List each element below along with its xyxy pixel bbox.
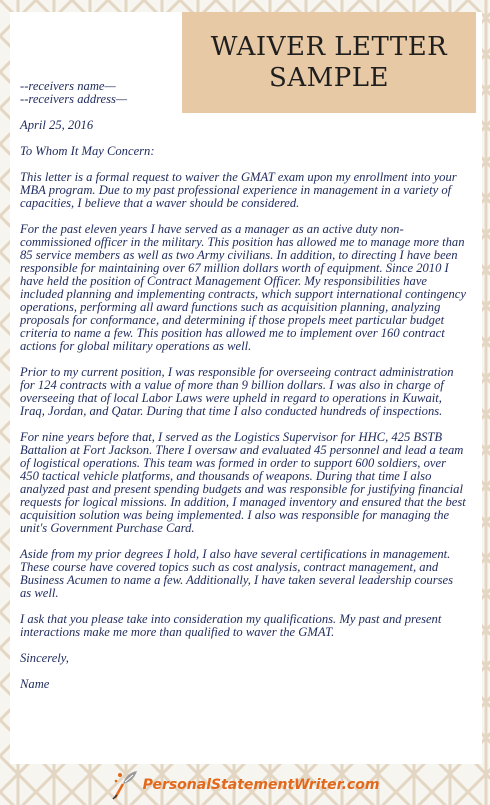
letter-body — [20, 80, 466, 704]
paragraph-prior-position: Prior to my current position, I was responsible for overseeing contract administration for 124 contracts with a value of more than 9 billion dollars. I was also in charge of overseeing that of local Labor Laws were upheld in regard to operations in Kuwait, Iraq, Jordan, and Qatar. During that time I also conducted hundreds of inspections. — [20, 365, 454, 418]
paragraph-intro: This letter is a formal request to waiver the GMAT exam upon my enrollment into your MBA program. Due to my past professional experience in management in a variety of capacities, I believe that a waver should be considered. — [20, 170, 457, 210]
receiver-address: --receivers address— — [20, 92, 128, 106]
site-logo[interactable] — [0, 764, 490, 805]
salutation: To Whom It May Concern: — [20, 144, 155, 158]
quill-pen-icon — [111, 770, 139, 800]
receiver-name: --receivers name— — [20, 79, 116, 93]
paragraph-logistics: For nine years before that, I served as the Logistics Supervisor for HHC, 425 BSTB Battalion at Fort Jackson. There I oversaw and evaluated 45 personnel and lead a team of logistical operations. This team was formed in order to support 600 soldiers, over 450 tactical vehicle platforms, and thousands of weapons. During that time I also analyzed past and present spending budgets and was responsible for justifying financial requests for logical missions. In addition, I managed inventory and ensured that the best acquisition solution was being implemented. I also was responsible for managing the unit's Government Purchase Card. — [20, 430, 466, 535]
title-line-1: WAIVER LETTER — [210, 31, 448, 62]
paragraph-request: I ask that you please take into consideration my qualifications. My past and present interactions make me more than qualified to waver the GMAT. — [20, 612, 442, 639]
receiver-block — [20, 80, 175, 106]
title-line-2: SAMPLE — [269, 62, 389, 93]
logo-text: PersonalStatementWriter.com — [142, 776, 380, 793]
paragraph-certifications: Aside from my prior degrees I hold, I also have several certifications in management. These course have covered topics such as cost analysis, contract management, and Business Acumen to name a few. Additionally, I have taken several leadership courses as well. — [20, 547, 454, 600]
paragraph-military: For the past eleven years I have served as a manager as an active duty non-commissioned officer in the military. This position has allowed me to manage more than 85 service members as well as two Army civilians. In addition, to directing I have been responsible for maintaining over 67 million dollars worth of equipment. Since 2010 I have held the position of Contract Management Officer. My responsibilities have included planning and implementing contracts, which support international contingency operations, performing all award functions such as acquisition planning, analyzing proposals for conformance, and determining if those propels meet particular budget criteria to name a few. This position has allowed me to implement over 160 contract actions for global military operations as well. — [20, 222, 466, 353]
letter-date: April 25, 2016 — [20, 118, 94, 132]
closing: Sincerely, — [20, 651, 69, 665]
signature: Name — [20, 677, 50, 691]
